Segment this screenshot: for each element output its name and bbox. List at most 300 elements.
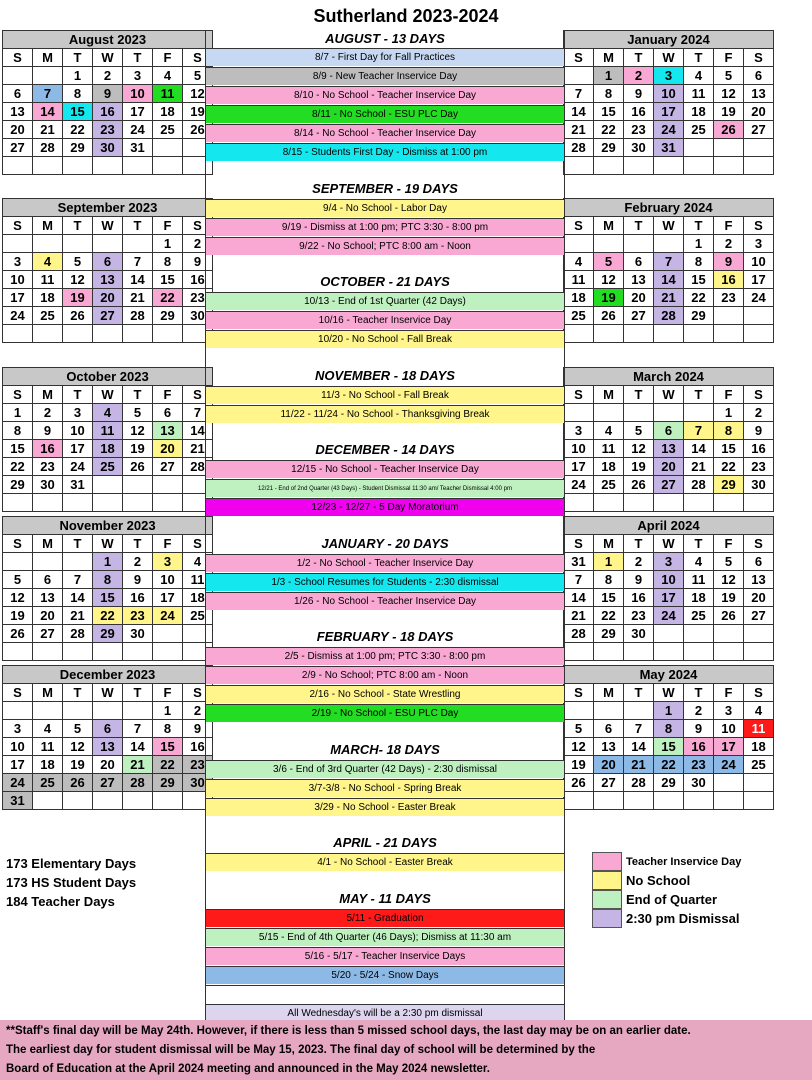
- legend-item: [592, 871, 741, 890]
- empty-cell: [654, 157, 684, 175]
- event-item: 11/3 - No School - Fall Break: [206, 386, 564, 404]
- event-blank: [206, 985, 564, 1003]
- day-cell: 27: [744, 121, 774, 139]
- day-cell: 26: [564, 774, 594, 792]
- day-cell: 23: [714, 289, 744, 307]
- empty-cell: [594, 157, 624, 175]
- legend-swatch: [592, 909, 622, 928]
- empty-cell: [63, 792, 93, 810]
- section-heading: NOVEMBER - 18 DAYS: [315, 368, 455, 383]
- day-cell: 26: [594, 307, 624, 325]
- total-hs: 173 HS Student Days: [6, 875, 137, 890]
- empty-cell: [93, 235, 123, 253]
- section-heading: MAY - 11 DAYS: [339, 891, 431, 906]
- day-cell: 12: [63, 271, 93, 289]
- empty-cell: [744, 494, 774, 512]
- empty-cell: [714, 325, 744, 343]
- day-cell: 28: [564, 139, 594, 157]
- weekday-header: M: [33, 535, 63, 553]
- day-cell: 14: [63, 589, 93, 607]
- day-cell: 30: [93, 139, 123, 157]
- day-cell: 16: [714, 271, 744, 289]
- weekday-header: M: [594, 217, 624, 235]
- day-cell: 8: [684, 253, 714, 271]
- weekday-header: S: [3, 217, 33, 235]
- day-cell: 27: [153, 458, 183, 476]
- weekday-header: T: [123, 386, 153, 404]
- day-cell: 4: [564, 253, 594, 271]
- day-cell: 27: [654, 476, 684, 494]
- day-cell: 1: [714, 404, 744, 422]
- day-cell: 4: [594, 422, 624, 440]
- day-cell: 23: [183, 756, 213, 774]
- legend-item: [592, 890, 741, 909]
- day-cell: 13: [3, 103, 33, 121]
- day-cell: 3: [654, 67, 684, 85]
- day-cell: 4: [153, 67, 183, 85]
- wednesday-note: All Wednesday's will be a 2:30 pm dismissal: [206, 1004, 564, 1022]
- section-heading: DECEMBER - 14 DAYS: [315, 442, 455, 457]
- event-item: 8/7 - First Day for Fall Practices: [206, 48, 564, 66]
- weekday-header: T: [684, 535, 714, 553]
- footer-line: Board of Education at the April 2024 meeting and announced in the May 2024 newsletter.: [6, 1063, 490, 1075]
- day-cell: 1: [63, 67, 93, 85]
- day-totals: [6, 854, 136, 911]
- day-cell: 7: [564, 571, 594, 589]
- weekday-header: S: [744, 535, 774, 553]
- weekday-header: S: [3, 386, 33, 404]
- day-cell: 15: [684, 271, 714, 289]
- day-cell: 18: [564, 289, 594, 307]
- weekday-header: T: [624, 684, 654, 702]
- day-cell: 21: [564, 607, 594, 625]
- event-item: 12/23 - 12/27 - 5 Day Moratorium: [206, 498, 564, 516]
- event-item: 8/15 - Students First Day - Dismiss at 1:00 pm: [206, 143, 564, 161]
- day-cell: 21: [624, 756, 654, 774]
- day-cell: 5: [63, 253, 93, 271]
- empty-cell: [33, 325, 63, 343]
- day-cell: 3: [63, 404, 93, 422]
- empty-cell: [684, 792, 714, 810]
- weekday-header: F: [714, 535, 744, 553]
- day-cell: 10: [744, 253, 774, 271]
- event-item: 5/15 - End of 4th Quarter (46 Days); Dismiss at 11:30 am: [206, 928, 564, 946]
- day-cell: 18: [33, 289, 63, 307]
- weekday-header: F: [714, 386, 744, 404]
- empty-cell: [594, 643, 624, 661]
- day-cell: 6: [624, 253, 654, 271]
- day-cell: 7: [123, 720, 153, 738]
- event-item: 11/22 - 11/24 - No School - Thanksgiving Break: [206, 405, 564, 423]
- day-cell: 6: [744, 553, 774, 571]
- empty-cell: [594, 702, 624, 720]
- day-cell: 24: [153, 607, 183, 625]
- empty-cell: [564, 404, 594, 422]
- day-cell: 31: [63, 476, 93, 494]
- empty-cell: [654, 235, 684, 253]
- empty-cell: [93, 792, 123, 810]
- weekday-header: T: [123, 49, 153, 67]
- section-heading: JANUARY - 20 DAYS: [321, 536, 449, 551]
- day-cell: 30: [183, 307, 213, 325]
- day-cell: 23: [33, 458, 63, 476]
- day-cell: 21: [63, 607, 93, 625]
- event-item: 4/1 - No School - Easter Break: [206, 853, 564, 871]
- day-cell: 2: [93, 67, 123, 85]
- weekday-header: F: [153, 386, 183, 404]
- day-cell: 3: [3, 720, 33, 738]
- empty-cell: [714, 139, 744, 157]
- day-cell: 21: [654, 289, 684, 307]
- day-cell: 25: [33, 307, 63, 325]
- month-name: January 2024: [564, 31, 774, 49]
- day-cell: 5: [63, 720, 93, 738]
- day-cell: 28: [183, 458, 213, 476]
- day-cell: 19: [714, 103, 744, 121]
- day-cell: 12: [123, 422, 153, 440]
- day-cell: 25: [564, 307, 594, 325]
- event-item: 9/4 - No School - Labor Day: [206, 199, 564, 217]
- day-cell: 8: [594, 85, 624, 103]
- day-cell: 31: [3, 792, 33, 810]
- day-cell: 23: [93, 121, 123, 139]
- day-cell: 16: [624, 103, 654, 121]
- day-cell: 24: [123, 121, 153, 139]
- day-cell: 27: [624, 307, 654, 325]
- legend-label: No School: [626, 873, 691, 888]
- day-cell: 17: [654, 589, 684, 607]
- day-cell: 15: [153, 271, 183, 289]
- day-cell: 29: [714, 476, 744, 494]
- month-grid: [2, 516, 213, 661]
- empty-cell: [3, 325, 33, 343]
- day-cell: 22: [63, 121, 93, 139]
- day-cell: 12: [624, 440, 654, 458]
- empty-cell: [3, 494, 33, 512]
- weekday-header: S: [183, 386, 213, 404]
- event-item: 10/16 - Teacher Inservice Day: [206, 311, 564, 329]
- day-cell: 3: [153, 553, 183, 571]
- day-cell: 13: [624, 271, 654, 289]
- day-cell: 20: [744, 589, 774, 607]
- empty-cell: [123, 643, 153, 661]
- empty-cell: [684, 404, 714, 422]
- weekday-header: S: [744, 386, 774, 404]
- day-cell: 29: [63, 139, 93, 157]
- day-cell: 21: [33, 121, 63, 139]
- empty-cell: [654, 325, 684, 343]
- day-cell: 30: [183, 774, 213, 792]
- day-cell: 13: [654, 440, 684, 458]
- empty-cell: [684, 139, 714, 157]
- day-cell: 4: [744, 702, 774, 720]
- day-cell: 23: [744, 458, 774, 476]
- empty-cell: [564, 157, 594, 175]
- weekday-header: W: [93, 535, 123, 553]
- page-title: Sutherland 2023-2024: [313, 6, 499, 26]
- empty-cell: [63, 553, 93, 571]
- day-cell: 2: [684, 702, 714, 720]
- day-cell: 21: [183, 440, 213, 458]
- legend-item: [592, 852, 741, 871]
- day-cell: 18: [153, 103, 183, 121]
- event-item: 8/10 - No School - Teacher Inservice Day: [206, 86, 564, 104]
- day-cell: 7: [183, 404, 213, 422]
- day-cell: 19: [183, 103, 213, 121]
- empty-cell: [594, 792, 624, 810]
- day-cell: 13: [153, 422, 183, 440]
- empty-cell: [3, 67, 33, 85]
- day-cell: 11: [684, 85, 714, 103]
- day-cell: 21: [684, 458, 714, 476]
- empty-cell: [63, 494, 93, 512]
- day-cell: 23: [624, 607, 654, 625]
- day-cell: 24: [3, 774, 33, 792]
- weekday-header: W: [654, 386, 684, 404]
- day-cell: 8: [654, 720, 684, 738]
- weekday-header: W: [654, 217, 684, 235]
- empty-cell: [153, 157, 183, 175]
- empty-cell: [594, 325, 624, 343]
- weekday-header: W: [654, 684, 684, 702]
- weekday-header: T: [123, 684, 153, 702]
- event-item: 3/29 - No School - Easter Break: [206, 798, 564, 816]
- day-cell: 16: [183, 271, 213, 289]
- day-cell: 30: [744, 476, 774, 494]
- day-cell: 22: [594, 121, 624, 139]
- empty-cell: [123, 476, 153, 494]
- empty-cell: [624, 792, 654, 810]
- day-cell: 1: [153, 235, 183, 253]
- day-cell: 24: [63, 458, 93, 476]
- month-name: April 2024: [564, 517, 774, 535]
- empty-cell: [93, 702, 123, 720]
- day-cell: 1: [594, 67, 624, 85]
- day-cell: 25: [744, 756, 774, 774]
- empty-cell: [153, 792, 183, 810]
- empty-cell: [153, 139, 183, 157]
- day-cell: 18: [183, 589, 213, 607]
- day-cell: 2: [624, 67, 654, 85]
- day-cell: 11: [33, 271, 63, 289]
- day-cell: 16: [684, 738, 714, 756]
- section-heading: OCTOBER - 21 DAYS: [320, 274, 450, 289]
- empty-cell: [33, 643, 63, 661]
- day-cell: 8: [594, 571, 624, 589]
- day-cell: 16: [123, 589, 153, 607]
- month-grid: [2, 30, 213, 175]
- day-cell: 26: [63, 774, 93, 792]
- empty-cell: [744, 625, 774, 643]
- empty-cell: [153, 476, 183, 494]
- day-cell: 30: [624, 139, 654, 157]
- month-name: October 2023: [3, 368, 213, 386]
- day-cell: 17: [654, 103, 684, 121]
- day-cell: 14: [684, 440, 714, 458]
- day-cell: 2: [744, 404, 774, 422]
- day-cell: 6: [744, 67, 774, 85]
- weekday-header: S: [3, 49, 33, 67]
- day-cell: 4: [33, 720, 63, 738]
- weekday-header: S: [3, 684, 33, 702]
- footer-note: [0, 1020, 812, 1080]
- day-cell: 22: [153, 289, 183, 307]
- day-cell: 16: [183, 738, 213, 756]
- day-cell: 11: [564, 271, 594, 289]
- day-cell: 10: [564, 440, 594, 458]
- day-cell: 9: [93, 85, 123, 103]
- day-cell: 10: [123, 85, 153, 103]
- day-cell: 24: [654, 121, 684, 139]
- day-cell: 12: [714, 85, 744, 103]
- empty-cell: [93, 157, 123, 175]
- day-cell: 17: [744, 271, 774, 289]
- day-cell: 4: [684, 67, 714, 85]
- event-item: 12/15 - No School - Teacher Inservice Day: [206, 460, 564, 478]
- day-cell: 31: [123, 139, 153, 157]
- day-cell: 4: [684, 553, 714, 571]
- day-cell: 3: [123, 67, 153, 85]
- day-cell: 12: [714, 571, 744, 589]
- weekday-header: T: [684, 49, 714, 67]
- day-cell: 22: [714, 458, 744, 476]
- month-grid: [563, 665, 774, 810]
- event-item: 2/5 - Dismiss at 1:00 pm; PTC 3:30 - 8:00 pm: [206, 647, 564, 665]
- day-cell: 6: [93, 720, 123, 738]
- day-cell: 19: [564, 756, 594, 774]
- empty-cell: [654, 643, 684, 661]
- day-cell: 26: [183, 121, 213, 139]
- total-teacher: 184 Teacher Days: [6, 894, 115, 909]
- day-cell: 18: [684, 103, 714, 121]
- day-cell: 2: [183, 702, 213, 720]
- empty-cell: [684, 325, 714, 343]
- weekday-header: S: [183, 217, 213, 235]
- day-cell: 7: [123, 253, 153, 271]
- day-cell: 15: [3, 440, 33, 458]
- empty-cell: [93, 643, 123, 661]
- day-cell: 27: [594, 774, 624, 792]
- month-name: March 2024: [564, 368, 774, 386]
- day-cell: 17: [564, 458, 594, 476]
- empty-cell: [714, 774, 744, 792]
- day-cell: 28: [63, 625, 93, 643]
- day-cell: 26: [624, 476, 654, 494]
- day-cell: 28: [33, 139, 63, 157]
- day-cell: 14: [564, 103, 594, 121]
- empty-cell: [63, 157, 93, 175]
- section-heading: FEBRUARY - 18 DAYS: [316, 629, 454, 644]
- weekday-header: T: [624, 49, 654, 67]
- day-cell: 12: [3, 589, 33, 607]
- day-cell: 26: [714, 121, 744, 139]
- month-name: December 2023: [3, 666, 213, 684]
- empty-cell: [684, 625, 714, 643]
- event-item: 2/9 - No School; PTC 8:00 am - Noon: [206, 666, 564, 684]
- section-heading: AUGUST - 13 DAYS: [325, 31, 445, 46]
- day-cell: 18: [93, 440, 123, 458]
- event-item: 12/21 - End of 2nd Quarter (43 Days) - Student Dismissal 11:30 am/ Teacher Dismissal 4:00 pm: [206, 479, 564, 497]
- day-cell: 4: [93, 404, 123, 422]
- event-item: 1/2 - No School - Teacher Inservice Day: [206, 554, 564, 572]
- day-cell: 20: [594, 756, 624, 774]
- month-grid: [563, 30, 774, 175]
- empty-cell: [564, 643, 594, 661]
- empty-cell: [654, 792, 684, 810]
- day-cell: 12: [63, 738, 93, 756]
- empty-cell: [564, 67, 594, 85]
- empty-cell: [63, 702, 93, 720]
- empty-cell: [624, 157, 654, 175]
- event-item: 3/7-3/8 - No School - Spring Break: [206, 779, 564, 797]
- day-cell: 2: [33, 404, 63, 422]
- day-cell: 5: [564, 720, 594, 738]
- day-cell: 13: [594, 738, 624, 756]
- legend: [592, 852, 741, 928]
- weekday-header: F: [714, 217, 744, 235]
- day-cell: 11: [594, 440, 624, 458]
- day-cell: 19: [63, 756, 93, 774]
- day-cell: 28: [564, 625, 594, 643]
- weekday-header: S: [564, 684, 594, 702]
- day-cell: 19: [3, 607, 33, 625]
- day-cell: 15: [594, 589, 624, 607]
- total-elementary: 173 Elementary Days: [6, 856, 137, 871]
- empty-cell: [744, 139, 774, 157]
- empty-cell: [624, 235, 654, 253]
- weekday-header: F: [714, 49, 744, 67]
- day-cell: 10: [3, 271, 33, 289]
- day-cell: 20: [93, 756, 123, 774]
- day-cell: 21: [123, 756, 153, 774]
- day-cell: 10: [654, 571, 684, 589]
- empty-cell: [3, 157, 33, 175]
- day-cell: 7: [63, 571, 93, 589]
- day-cell: 29: [93, 625, 123, 643]
- day-cell: 30: [684, 774, 714, 792]
- empty-cell: [153, 643, 183, 661]
- event-item: 10/20 - No School - Fall Break: [206, 330, 564, 348]
- weekday-header: M: [594, 386, 624, 404]
- day-cell: 22: [594, 607, 624, 625]
- legend-item: [592, 909, 741, 928]
- weekday-header: T: [63, 684, 93, 702]
- day-cell: 25: [594, 476, 624, 494]
- legend-swatch: [592, 890, 622, 909]
- day-cell: 3: [564, 422, 594, 440]
- day-cell: 24: [714, 756, 744, 774]
- empty-cell: [3, 235, 33, 253]
- weekday-header: T: [624, 386, 654, 404]
- day-cell: 1: [684, 235, 714, 253]
- empty-cell: [684, 157, 714, 175]
- empty-cell: [3, 702, 33, 720]
- day-cell: 12: [594, 271, 624, 289]
- day-cell: 2: [183, 235, 213, 253]
- empty-cell: [714, 157, 744, 175]
- day-cell: 6: [3, 85, 33, 103]
- day-cell: 16: [33, 440, 63, 458]
- day-cell: 17: [714, 738, 744, 756]
- empty-cell: [123, 235, 153, 253]
- month-grid: [2, 665, 213, 810]
- month-name: November 2023: [3, 517, 213, 535]
- month-name: February 2024: [564, 199, 774, 217]
- empty-cell: [123, 702, 153, 720]
- day-cell: 5: [714, 67, 744, 85]
- day-cell: 26: [3, 625, 33, 643]
- day-cell: 13: [93, 738, 123, 756]
